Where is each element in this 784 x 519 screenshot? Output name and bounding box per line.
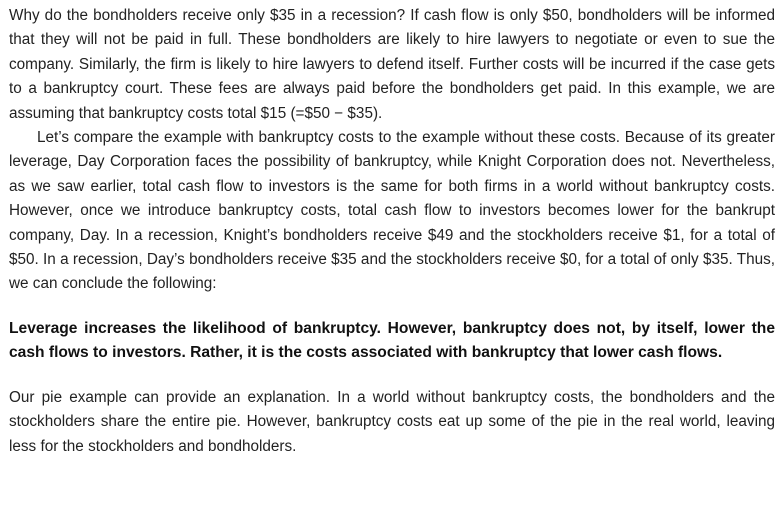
document-page [9, 4, 775, 459]
paragraph-bankruptcy-costs: Why do the bondholders receive only $35 in a recession? If cash flow is only $50, bondholders will be informed that they will not be paid in full. These bondholders are likely to hire lawyers to negotiate or even to sue the company. Similarly, the firm is likely to hire lawyers to defend itself. Further costs will be incurred if the case gets to a bankruptcy court. These fees are always paid before the bondholders get paid. In this example, we are assuming that bankruptcy costs total $15 (=$50 − $35). [9, 7, 775, 122]
paragraph-comparison: Let’s compare the example with bankruptcy costs to the example without these costs. Because of its greater leverage, Day Corporation faces the possibility of bankruptcy, while Knight Corporation does not. Nevertheless, as we saw earlier, total cash flow to investors is the same for both firms in a world without bankruptcy costs. However, once we introduce bankruptcy costs, total cash flow to investors becomes lower for the bankrupt company, Day. In a recession, Knight’s bondholders receive $49 and the stockholders receive $1, for a total of $50. In a recession, Day’s bondholders receive $35 and the stockholders receive $0, for a total of only $35. Thus, we can conclude the following: [9, 129, 775, 293]
paragraph-pie-example: Our pie example can provide an explanation. In a world without bankruptcy costs, the bondholders and the stockholders share the entire pie. However, bankruptcy costs eat up some of the pie in the real world, leaving less for the stockholders and bondholders. [9, 388, 775, 455]
key-conclusion-callout: Leverage increases the likelihood of bankruptcy. However, bankruptcy does not, by itself, lower the cash flows to investors. Rather, it is the costs associated with bankruptcy that lower cash flows. [9, 319, 775, 362]
